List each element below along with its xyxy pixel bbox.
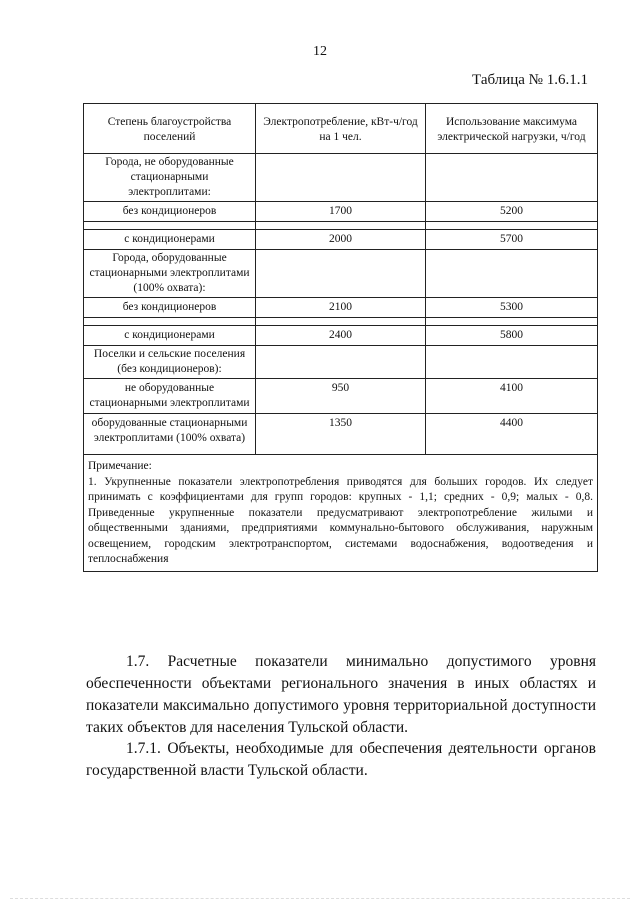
table-row	[84, 202, 598, 222]
row-label: Поселки и сельские поселения (без кондиционеров):	[84, 346, 256, 379]
header-settlement-type: Степень благоустройства поселений	[84, 104, 256, 154]
table-header-row	[84, 104, 598, 154]
table-row	[84, 414, 598, 455]
row-max-load	[426, 154, 598, 202]
header-max-load: Использование максимума электрической нагрузки, ч/год	[426, 104, 598, 154]
row-max-load: 4400	[426, 414, 598, 455]
table-note-row	[84, 455, 598, 572]
table-row	[84, 154, 598, 202]
table-caption: Таблица № 1.6.1.1	[472, 72, 588, 88]
row-consumption	[256, 250, 426, 298]
row-consumption: 1700	[256, 202, 426, 222]
electricity-table	[83, 103, 598, 572]
table-row	[84, 346, 598, 379]
page-number: 12	[313, 44, 327, 59]
row-label: оборудованные стационарными электроплитами (100% охвата)	[84, 414, 256, 455]
table-row	[84, 250, 598, 298]
row-consumption: 2100	[256, 298, 426, 318]
row-label: Города, не оборудованные стационарными электроплитами:	[84, 154, 256, 202]
table-row	[84, 230, 598, 250]
note-title: Примечание:	[88, 460, 152, 472]
table-note	[84, 455, 598, 572]
row-consumption	[256, 346, 426, 379]
header-consumption: Электропотребление, кВт-ч/год на 1 чел.	[256, 104, 426, 154]
row-max-load: 5300	[426, 298, 598, 318]
row-label: без кондиционеров	[84, 202, 256, 222]
note-text: 1. Укрупненные показатели электропотребления приводятся для больших городов. Их следует принимать с коэффициентами для групп городов: крупных - 1,1; средних - 0,9; малых - 0,8. Приведенные укрупненные показатели предусматривают электропотребление жилыми и общественными зданиями, предприятиями коммунально-бытового обслуживания, наружным освещением, городским электротранспортом, системами водоснабжения, водоотведения и теплоснабжения	[88, 475, 593, 565]
row-consumption	[256, 154, 426, 202]
scan-edge-artifact	[10, 896, 630, 899]
row-max-load: 5700	[426, 230, 598, 250]
row-max-load: 4100	[426, 379, 598, 414]
row-consumption: 1350	[256, 414, 426, 455]
paragraph-section-1-7: 1.7. Расчетные показатели минимально допустимого уровня обеспеченности объектами регионального значения в иных областях и показатели максимально допустимого уровня территориальной доступности таких объектов для населения Тульской области.	[86, 653, 596, 736]
row-max-load	[426, 250, 598, 298]
row-max-load: 5200	[426, 202, 598, 222]
row-label: не оборудованные стационарными электроплитами	[84, 379, 256, 414]
row-max-load: 5800	[426, 326, 598, 346]
row-label: с кондиционерами	[84, 326, 256, 346]
row-max-load	[426, 346, 598, 379]
row-consumption: 2400	[256, 326, 426, 346]
table-row	[84, 326, 598, 346]
row-label: с кондиционерами	[84, 230, 256, 250]
row-label: Города, оборудованные стационарными электроплитами (100% охвата):	[84, 250, 256, 298]
table-row	[84, 379, 598, 414]
row-consumption: 2000	[256, 230, 426, 250]
table-row	[84, 298, 598, 318]
paragraph-section-1-7-1: 1.7.1. Объекты, необходимые для обеспечения деятельности органов государственной власти Тульской области.	[86, 740, 596, 779]
row-consumption: 950	[256, 379, 426, 414]
row-label: без кондиционеров	[84, 298, 256, 318]
